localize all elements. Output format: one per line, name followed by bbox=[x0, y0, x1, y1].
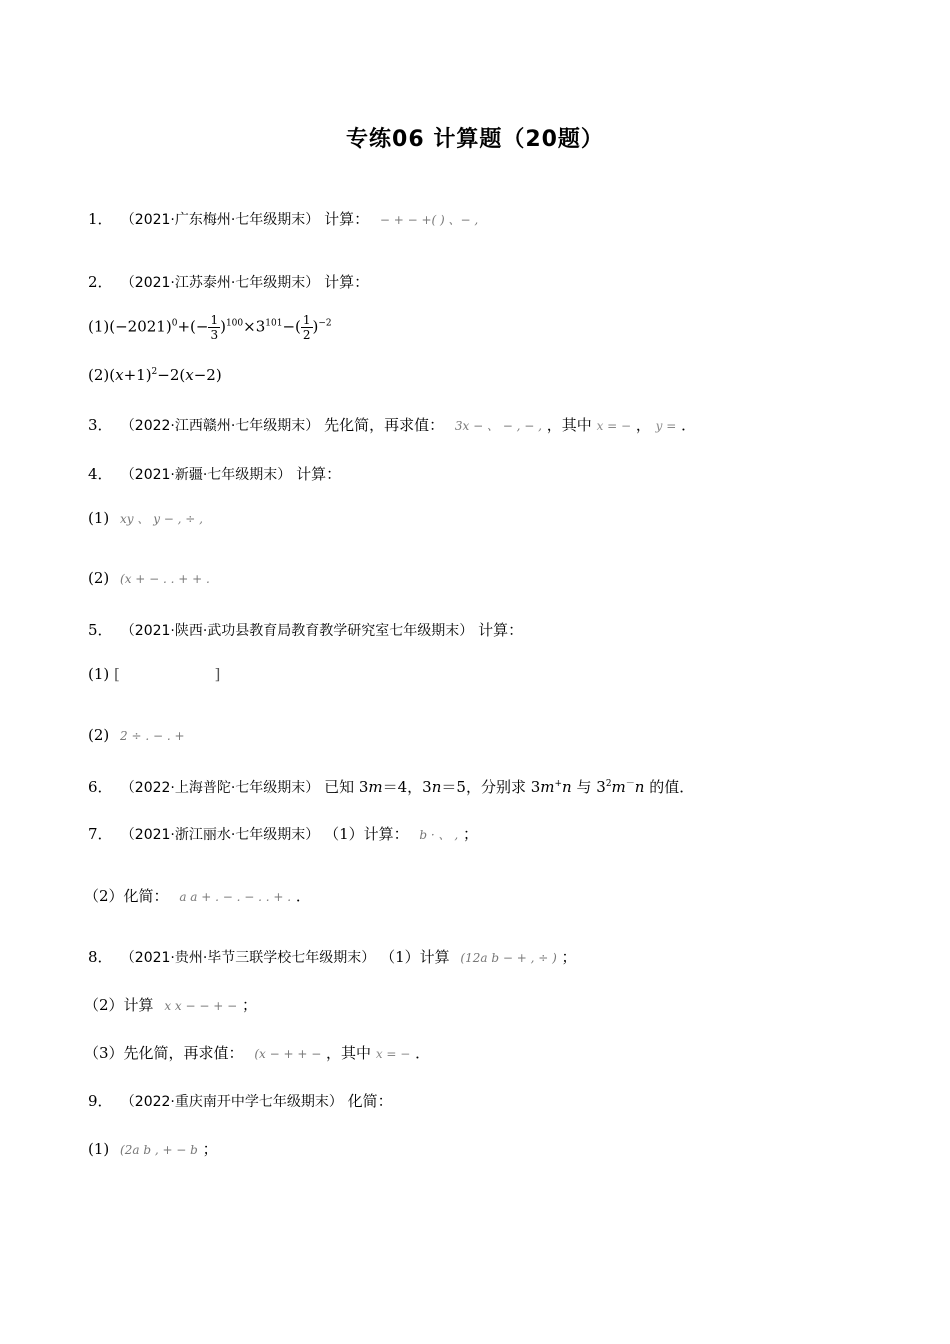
question-number: 1． bbox=[88, 210, 113, 228]
question-number: 6． bbox=[88, 778, 113, 796]
question-number: 4． bbox=[88, 465, 113, 483]
question-8: 8． （2021·贵州·毕节三联学校七年级期末） （1）计算 (12a b − + , ÷ ) ； bbox=[88, 948, 577, 966]
formula-image: (12a b − + , ÷ ) bbox=[460, 951, 557, 965]
question-2-part-2: $(2)(x+1)^2-2(x-2)$ bbox=[88, 366, 222, 384]
question-5-part-2: (2) 2 ÷ . − . + bbox=[88, 726, 185, 744]
formula-image: 3x − 、 − , − , bbox=[454, 419, 542, 433]
question-source: （2022·江西赣州·七年级期末） bbox=[120, 418, 320, 434]
question-9: 9． （2022·重庆南开中学七年级期末） 化简： bbox=[88, 1092, 393, 1110]
right-bracket: ] bbox=[214, 665, 221, 683]
formula-image: y = bbox=[655, 419, 677, 433]
question-text: 计算： bbox=[478, 621, 524, 639]
question-2 bbox=[88, 271, 369, 292]
question-2-part-1: $(1)(-2021)^0+(-$ $\frac{1}{3}$ )$^{100}\times 3^{101}-$( $\frac{1}{2}$ )$^{-2}$ bbox=[88, 313, 332, 342]
formula-image: − + − +( ) 、− , bbox=[379, 213, 479, 227]
question-source: （2021·广东梅州·七年级期末） bbox=[120, 212, 320, 228]
question-number: 9． bbox=[88, 1092, 113, 1110]
question-1 bbox=[88, 208, 478, 229]
formula-image: x = − bbox=[375, 1047, 411, 1061]
question-number: 2． bbox=[88, 273, 113, 291]
question-text: 计算： bbox=[324, 210, 370, 228]
question-8-part-3: （3）先化简，再求值： (x − + + − ，其中 x = − ． bbox=[84, 1044, 431, 1062]
left-bracket: [ bbox=[114, 665, 120, 683]
formula-image: x x − − + − bbox=[164, 999, 238, 1013]
question-4-part-1: (1) xy 、 y − , ÷ , bbox=[88, 509, 203, 527]
formula-image: xy 、 y − , ÷ , bbox=[120, 512, 203, 526]
question-5 bbox=[88, 619, 523, 640]
fraction: $\frac{1}{3}$ bbox=[210, 313, 219, 342]
question-source: （2022·重庆南开中学七年级期末） bbox=[120, 1094, 343, 1110]
question-source: （2021·浙江丽水·七年级期末） bbox=[120, 827, 320, 843]
question-text: 先化简，再求值： bbox=[324, 416, 445, 434]
formula-image: x = − bbox=[596, 419, 632, 433]
question-6: 6． （2022·上海普陀·七年级期末） 已知 3m＝4，3n＝5，分别求 3m+n 与 $3^2m^-n$ 的值． bbox=[88, 778, 695, 796]
page-title: 专练06 计算题（20题） bbox=[346, 127, 604, 152]
question-number: 5． bbox=[88, 621, 113, 639]
question-source: （2021·新疆·七年级期末） bbox=[120, 467, 292, 483]
question-source: （2021·江苏泰州·七年级期末） bbox=[120, 275, 320, 291]
question-text: 计算： bbox=[324, 273, 370, 291]
formula-image: b · 、 , bbox=[419, 828, 459, 842]
question-text: 计算： bbox=[296, 465, 342, 483]
question-source: （2021·陕西·武功县教育局教育教学研究室七年级期末） bbox=[120, 623, 474, 639]
question-number: 3． bbox=[88, 416, 113, 434]
question-source: （2022·上海普陀·七年级期末） bbox=[120, 780, 320, 796]
question-number: 8． bbox=[88, 948, 113, 966]
question-5-part-1: (1) [ ] bbox=[88, 665, 221, 683]
question-8-part-2: （2）计算 x x − − + − ； bbox=[84, 996, 257, 1014]
formula-image: (x + − . . + + . bbox=[120, 572, 210, 586]
question-3: 3． （2022·江西赣州·七年级期末） 先化简，再求值： 3x − 、 − , − , ，其中 x = − ， y = ． bbox=[88, 416, 697, 434]
formula-image: (2a b , + − b bbox=[120, 1143, 198, 1157]
question-7-part-2: （2）化简： a a + . − . − . . + . ． bbox=[84, 887, 311, 905]
question-source: （2021·贵州·毕节三联学校七年级期末） bbox=[120, 950, 376, 966]
fraction: $\frac{1}{2}$ bbox=[302, 313, 311, 342]
question-7: 7． （2021·浙江丽水·七年级期末） （1）计算： b · 、 , ； bbox=[88, 825, 478, 843]
formula-image: (x − + + − bbox=[254, 1047, 322, 1061]
question-9-part-1: (1) (2a b , + − b ； bbox=[88, 1140, 218, 1158]
question-number: 7． bbox=[88, 825, 113, 843]
question-4-part-2: (2) (x + − . . + + . bbox=[88, 569, 210, 587]
question-4 bbox=[88, 463, 341, 484]
formula-image: a a + . − . − . . + . bbox=[179, 890, 292, 904]
formula-image: 2 ÷ . − . + bbox=[120, 729, 185, 743]
